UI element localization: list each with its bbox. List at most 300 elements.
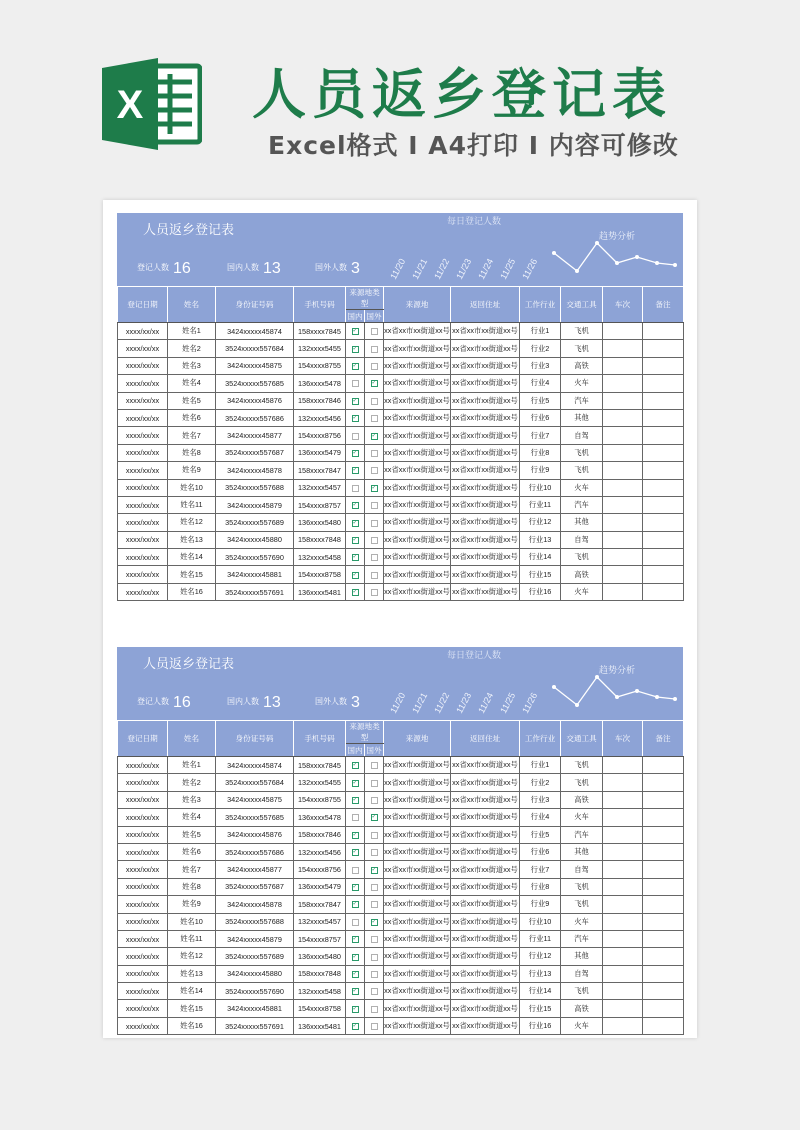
checkbox-icon[interactable] bbox=[371, 572, 378, 579]
checkbox-icon[interactable]: ✓ bbox=[352, 970, 358, 977]
checkbox-icon[interactable] bbox=[371, 467, 378, 474]
cell-id[interactable]: 3424xxxxx45875 bbox=[216, 357, 294, 374]
cell-id[interactable]: 3524xxxxx557686 bbox=[216, 843, 294, 860]
cell-phone[interactable]: 154xxxx8757 bbox=[294, 496, 346, 513]
cell-id[interactable]: 3424xxxxx45876 bbox=[216, 392, 294, 409]
cell-id[interactable]: 3524xxxxx557685 bbox=[216, 375, 294, 392]
cell-remark[interactable] bbox=[643, 479, 684, 496]
cell-id[interactable]: 3424xxxxx45877 bbox=[216, 861, 294, 878]
cell-phone[interactable]: 158xxxx7847 bbox=[294, 896, 346, 913]
cell-source[interactable]: xx省xx市xx街道xx号 bbox=[384, 774, 451, 791]
cell-date[interactable]: xxxx/xx/xx bbox=[118, 392, 168, 409]
cell-phone[interactable]: 136xxxx5478 bbox=[294, 809, 346, 826]
cell-name[interactable]: 姓名15 bbox=[168, 1000, 216, 1017]
cell-id[interactable]: 3524xxxxx557688 bbox=[216, 913, 294, 930]
cell-phone[interactable]: 132xxxx5457 bbox=[294, 479, 346, 496]
cell-phone[interactable]: 154xxxx8755 bbox=[294, 357, 346, 374]
checkbox-icon[interactable]: ✓ bbox=[352, 450, 358, 456]
cell-transport[interactable]: 汽车 bbox=[561, 392, 603, 409]
cell-phone[interactable]: 136xxxx5481 bbox=[294, 583, 346, 600]
checkbox-icon[interactable] bbox=[371, 1023, 378, 1030]
cell-industry[interactable]: 行业2 bbox=[520, 774, 561, 791]
cell-source[interactable]: xx省xx市xx街道xx号 bbox=[384, 861, 451, 878]
cell-source[interactable]: xx省xx市xx街道xx号 bbox=[384, 965, 451, 982]
cell-source[interactable]: xx省xx市xx街道xx号 bbox=[384, 826, 451, 843]
cell-phone[interactable]: 158xxxx7848 bbox=[294, 531, 346, 548]
checkbox-icon[interactable]: ✓ bbox=[352, 901, 358, 908]
cell-trip[interactable] bbox=[603, 479, 643, 496]
cell-source[interactable]: xx省xx市xx街道xx号 bbox=[384, 843, 451, 860]
cell-phone[interactable]: 154xxxx8758 bbox=[294, 566, 346, 583]
cell-date[interactable]: xxxx/xx/xx bbox=[118, 913, 168, 930]
cell-address[interactable]: xx省xx市xx街道xx号 bbox=[451, 323, 520, 340]
cell-date[interactable]: xxxx/xx/xx bbox=[118, 444, 168, 461]
cell-transport[interactable]: 火车 bbox=[561, 375, 603, 392]
cell-industry[interactable]: 行业8 bbox=[520, 444, 561, 461]
cell-industry[interactable]: 行业9 bbox=[520, 462, 561, 479]
cell-name[interactable]: 姓名3 bbox=[168, 791, 216, 808]
checkbox-icon[interactable]: ✓ bbox=[352, 1023, 358, 1030]
cell-transport[interactable]: 其他 bbox=[561, 843, 603, 860]
cell-date[interactable]: xxxx/xx/xx bbox=[118, 549, 168, 566]
cell-transport[interactable]: 高铁 bbox=[561, 1000, 603, 1017]
cell-id[interactable]: 3524xxxxx557687 bbox=[216, 878, 294, 895]
cell-date[interactable]: xxxx/xx/xx bbox=[118, 583, 168, 600]
cell-id[interactable]: 3524xxxxx557689 bbox=[216, 948, 294, 965]
cell-id[interactable]: 3424xxxxx45881 bbox=[216, 566, 294, 583]
cell-remark[interactable] bbox=[643, 409, 684, 426]
checkbox-icon[interactable]: ✓ bbox=[352, 502, 358, 509]
cell-phone[interactable]: 132xxxx5458 bbox=[294, 983, 346, 1000]
cell-name[interactable]: 姓名13 bbox=[168, 531, 216, 548]
cell-name[interactable]: 姓名3 bbox=[168, 357, 216, 374]
checkbox-icon[interactable] bbox=[371, 884, 378, 891]
cell-id[interactable]: 3524xxxxx557685 bbox=[216, 809, 294, 826]
cell-transport[interactable]: 自驾 bbox=[561, 427, 603, 444]
cell-phone[interactable]: 136xxxx5481 bbox=[294, 1017, 346, 1034]
cell-remark[interactable] bbox=[643, 930, 684, 947]
cell-source[interactable]: xx省xx市xx街道xx号 bbox=[384, 514, 451, 531]
cell-address[interactable]: xx省xx市xx街道xx号 bbox=[451, 566, 520, 583]
checkbox-icon[interactable] bbox=[371, 936, 378, 943]
cell-date[interactable]: xxxx/xx/xx bbox=[118, 1000, 168, 1017]
cell-industry[interactable]: 行业13 bbox=[520, 965, 561, 982]
cell-date[interactable]: xxxx/xx/xx bbox=[118, 774, 168, 791]
cell-phone[interactable]: 158xxxx7846 bbox=[294, 826, 346, 843]
cell-date[interactable]: xxxx/xx/xx bbox=[118, 861, 168, 878]
cell-id[interactable]: 3424xxxxx45874 bbox=[216, 757, 294, 774]
cell-transport[interactable]: 飞机 bbox=[561, 462, 603, 479]
checkbox-icon[interactable] bbox=[371, 762, 378, 769]
cell-name[interactable]: 姓名5 bbox=[168, 826, 216, 843]
checkbox-icon[interactable]: ✓ bbox=[352, 467, 358, 474]
cell-industry[interactable]: 行业7 bbox=[520, 427, 561, 444]
cell-phone[interactable]: 136xxxx5478 bbox=[294, 375, 346, 392]
checkbox-icon[interactable]: ✓ bbox=[371, 814, 377, 821]
cell-trip[interactable] bbox=[603, 983, 643, 1000]
cell-trip[interactable] bbox=[603, 930, 643, 947]
checkbox-icon[interactable] bbox=[371, 415, 378, 422]
checkbox-icon[interactable]: ✓ bbox=[371, 918, 377, 925]
checkbox-icon[interactable] bbox=[371, 398, 378, 405]
cell-address[interactable]: xx省xx市xx街道xx号 bbox=[451, 357, 520, 374]
cell-trip[interactable] bbox=[603, 826, 643, 843]
cell-address[interactable]: xx省xx市xx街道xx号 bbox=[451, 340, 520, 357]
cell-source[interactable]: xx省xx市xx街道xx号 bbox=[384, 392, 451, 409]
cell-remark[interactable] bbox=[643, 392, 684, 409]
cell-industry[interactable]: 行业15 bbox=[520, 1000, 561, 1017]
cell-industry[interactable]: 行业4 bbox=[520, 375, 561, 392]
cell-date[interactable]: xxxx/xx/xx bbox=[118, 878, 168, 895]
cell-date[interactable]: xxxx/xx/xx bbox=[118, 566, 168, 583]
cell-source[interactable]: xx省xx市xx街道xx号 bbox=[384, 531, 451, 548]
cell-phone[interactable]: 136xxxx5480 bbox=[294, 514, 346, 531]
cell-name[interactable]: 姓名16 bbox=[168, 1017, 216, 1034]
cell-id[interactable]: 3424xxxxx45874 bbox=[216, 323, 294, 340]
cell-trip[interactable] bbox=[603, 965, 643, 982]
cell-source[interactable]: xx省xx市xx街道xx号 bbox=[384, 791, 451, 808]
cell-trip[interactable] bbox=[603, 583, 643, 600]
cell-transport[interactable]: 飞机 bbox=[561, 896, 603, 913]
cell-id[interactable]: 3524xxxxx557691 bbox=[216, 583, 294, 600]
cell-transport[interactable]: 其他 bbox=[561, 514, 603, 531]
checkbox-icon[interactable] bbox=[371, 363, 378, 370]
cell-address[interactable]: xx省xx市xx街道xx号 bbox=[451, 496, 520, 513]
cell-remark[interactable] bbox=[643, 357, 684, 374]
cell-address[interactable]: xx省xx市xx街道xx号 bbox=[451, 757, 520, 774]
cell-id[interactable]: 3524xxxxx557690 bbox=[216, 983, 294, 1000]
checkbox-icon[interactable]: ✓ bbox=[352, 779, 358, 786]
cell-name[interactable]: 姓名8 bbox=[168, 878, 216, 895]
checkbox-icon[interactable] bbox=[371, 971, 378, 978]
cell-transport[interactable]: 高铁 bbox=[561, 791, 603, 808]
cell-name[interactable]: 姓名2 bbox=[168, 340, 216, 357]
checkbox-icon[interactable]: ✓ bbox=[371, 866, 377, 873]
cell-phone[interactable]: 154xxxx8757 bbox=[294, 930, 346, 947]
cell-source[interactable]: xx省xx市xx街道xx号 bbox=[384, 427, 451, 444]
cell-trip[interactable] bbox=[603, 357, 643, 374]
cell-address[interactable]: xx省xx市xx街道xx号 bbox=[451, 948, 520, 965]
cell-industry[interactable]: 行业9 bbox=[520, 896, 561, 913]
cell-trip[interactable] bbox=[603, 861, 643, 878]
checkbox-icon[interactable] bbox=[371, 502, 378, 509]
cell-address[interactable]: xx省xx市xx街道xx号 bbox=[451, 983, 520, 1000]
checkbox-icon[interactable] bbox=[371, 1006, 378, 1013]
cell-id[interactable]: 3524xxxxx557688 bbox=[216, 479, 294, 496]
cell-trip[interactable] bbox=[603, 392, 643, 409]
cell-source[interactable]: xx省xx市xx街道xx号 bbox=[384, 878, 451, 895]
cell-transport[interactable]: 汽车 bbox=[561, 930, 603, 947]
cell-industry[interactable]: 行业8 bbox=[520, 878, 561, 895]
cell-source[interactable]: xx省xx市xx街道xx号 bbox=[384, 913, 451, 930]
cell-address[interactable]: xx省xx市xx街道xx号 bbox=[451, 913, 520, 930]
cell-name[interactable]: 姓名9 bbox=[168, 896, 216, 913]
cell-date[interactable]: xxxx/xx/xx bbox=[118, 340, 168, 357]
checkbox-icon[interactable] bbox=[371, 589, 378, 596]
cell-transport[interactable]: 飞机 bbox=[561, 878, 603, 895]
cell-name[interactable]: 姓名10 bbox=[168, 479, 216, 496]
cell-transport[interactable]: 汽车 bbox=[561, 826, 603, 843]
cell-transport[interactable]: 自驾 bbox=[561, 531, 603, 548]
checkbox-icon[interactable]: ✓ bbox=[352, 328, 358, 335]
checkbox-icon[interactable]: ✓ bbox=[371, 380, 377, 387]
cell-phone[interactable]: 154xxxx8756 bbox=[294, 427, 346, 444]
cell-date[interactable]: xxxx/xx/xx bbox=[118, 357, 168, 374]
cell-source[interactable]: xx省xx市xx街道xx号 bbox=[384, 566, 451, 583]
cell-remark[interactable] bbox=[643, 514, 684, 531]
cell-phone[interactable]: 136xxxx5479 bbox=[294, 878, 346, 895]
cell-phone[interactable]: 132xxxx5457 bbox=[294, 913, 346, 930]
cell-remark[interactable] bbox=[643, 913, 684, 930]
cell-id[interactable]: 3524xxxxx557690 bbox=[216, 549, 294, 566]
cell-id[interactable]: 3524xxxxx557687 bbox=[216, 444, 294, 461]
cell-address[interactable]: xx省xx市xx街道xx号 bbox=[451, 514, 520, 531]
checkbox-icon[interactable]: ✓ bbox=[352, 363, 358, 370]
cell-trip[interactable] bbox=[603, 774, 643, 791]
cell-id[interactable]: 3424xxxxx45881 bbox=[216, 1000, 294, 1017]
cell-source[interactable]: xx省xx市xx街道xx号 bbox=[384, 1000, 451, 1017]
cell-date[interactable]: xxxx/xx/xx bbox=[118, 983, 168, 1000]
cell-id[interactable]: 3524xxxxx557684 bbox=[216, 340, 294, 357]
cell-name[interactable]: 姓名11 bbox=[168, 930, 216, 947]
cell-date[interactable]: xxxx/xx/xx bbox=[118, 409, 168, 426]
cell-phone[interactable]: 132xxxx5456 bbox=[294, 409, 346, 426]
cell-industry[interactable]: 行业3 bbox=[520, 357, 561, 374]
cell-source[interactable]: xx省xx市xx街道xx号 bbox=[384, 757, 451, 774]
checkbox-icon[interactable]: ✓ bbox=[352, 415, 358, 422]
cell-source[interactable]: xx省xx市xx街道xx号 bbox=[384, 357, 451, 374]
cell-transport[interactable]: 火车 bbox=[561, 913, 603, 930]
checkbox-icon[interactable] bbox=[371, 901, 378, 908]
cell-industry[interactable]: 行业6 bbox=[520, 409, 561, 426]
checkbox-icon[interactable] bbox=[371, 450, 378, 457]
cell-date[interactable]: xxxx/xx/xx bbox=[118, 1017, 168, 1034]
cell-trip[interactable] bbox=[603, 843, 643, 860]
cell-address[interactable]: xx省xx市xx街道xx号 bbox=[451, 427, 520, 444]
cell-source[interactable]: xx省xx市xx街道xx号 bbox=[384, 896, 451, 913]
cell-industry[interactable]: 行业15 bbox=[520, 566, 561, 583]
cell-date[interactable]: xxxx/xx/xx bbox=[118, 930, 168, 947]
cell-remark[interactable] bbox=[643, 791, 684, 808]
cell-transport[interactable]: 火车 bbox=[561, 583, 603, 600]
cell-date[interactable]: xxxx/xx/xx bbox=[118, 896, 168, 913]
checkbox-icon[interactable] bbox=[371, 328, 378, 335]
cell-source[interactable]: xx省xx市xx街道xx号 bbox=[384, 340, 451, 357]
cell-source[interactable]: xx省xx市xx街道xx号 bbox=[384, 930, 451, 947]
cell-address[interactable]: xx省xx市xx街道xx号 bbox=[451, 774, 520, 791]
cell-name[interactable]: 姓名1 bbox=[168, 323, 216, 340]
cell-trip[interactable] bbox=[603, 913, 643, 930]
cell-trip[interactable] bbox=[603, 566, 643, 583]
checkbox-icon[interactable] bbox=[371, 520, 378, 527]
cell-remark[interactable] bbox=[643, 531, 684, 548]
checkbox-icon[interactable] bbox=[371, 346, 378, 353]
cell-industry[interactable]: 行业10 bbox=[520, 479, 561, 496]
checkbox-icon[interactable]: ✓ bbox=[352, 849, 358, 856]
cell-remark[interactable] bbox=[643, 375, 684, 392]
cell-remark[interactable] bbox=[643, 427, 684, 444]
cell-trip[interactable] bbox=[603, 549, 643, 566]
checkbox-icon[interactable]: ✓ bbox=[352, 345, 358, 352]
cell-trip[interactable] bbox=[603, 791, 643, 808]
checkbox-icon[interactable] bbox=[371, 554, 378, 561]
cell-transport[interactable]: 飞机 bbox=[561, 323, 603, 340]
checkbox-icon[interactable]: ✓ bbox=[352, 536, 358, 543]
checkbox-icon[interactable] bbox=[371, 797, 378, 804]
checkbox-icon[interactable] bbox=[352, 485, 359, 492]
cell-source[interactable]: xx省xx市xx街道xx号 bbox=[384, 948, 451, 965]
cell-address[interactable]: xx省xx市xx街道xx号 bbox=[451, 826, 520, 843]
cell-remark[interactable] bbox=[643, 948, 684, 965]
cell-trip[interactable] bbox=[603, 427, 643, 444]
cell-source[interactable]: xx省xx市xx街道xx号 bbox=[384, 983, 451, 1000]
cell-name[interactable]: 姓名7 bbox=[168, 427, 216, 444]
cell-remark[interactable] bbox=[643, 826, 684, 843]
cell-transport[interactable]: 自驾 bbox=[561, 965, 603, 982]
cell-remark[interactable] bbox=[643, 444, 684, 461]
cell-address[interactable]: xx省xx市xx街道xx号 bbox=[451, 479, 520, 496]
cell-source[interactable]: xx省xx市xx街道xx号 bbox=[384, 375, 451, 392]
cell-name[interactable]: 姓名13 bbox=[168, 965, 216, 982]
cell-remark[interactable] bbox=[643, 809, 684, 826]
cell-transport[interactable]: 火车 bbox=[561, 809, 603, 826]
cell-date[interactable]: xxxx/xx/xx bbox=[118, 826, 168, 843]
checkbox-icon[interactable]: ✓ bbox=[352, 988, 358, 995]
cell-transport[interactable]: 其他 bbox=[561, 409, 603, 426]
cell-industry[interactable]: 行业5 bbox=[520, 826, 561, 843]
checkbox-icon[interactable] bbox=[371, 849, 378, 856]
cell-remark[interactable] bbox=[643, 549, 684, 566]
cell-remark[interactable] bbox=[643, 843, 684, 860]
checkbox-icon[interactable]: ✓ bbox=[352, 953, 358, 960]
cell-date[interactable]: xxxx/xx/xx bbox=[118, 427, 168, 444]
cell-phone[interactable]: 136xxxx5479 bbox=[294, 444, 346, 461]
cell-address[interactable]: xx省xx市xx街道xx号 bbox=[451, 809, 520, 826]
checkbox-icon[interactable]: ✓ bbox=[352, 571, 358, 578]
cell-trip[interactable] bbox=[603, 1000, 643, 1017]
cell-id[interactable]: 3524xxxxx557686 bbox=[216, 409, 294, 426]
cell-address[interactable]: xx省xx市xx街道xx号 bbox=[451, 896, 520, 913]
checkbox-icon[interactable]: ✓ bbox=[352, 831, 358, 838]
cell-trip[interactable] bbox=[603, 896, 643, 913]
cell-industry[interactable]: 行业16 bbox=[520, 583, 561, 600]
cell-date[interactable]: xxxx/xx/xx bbox=[118, 323, 168, 340]
checkbox-icon[interactable] bbox=[352, 380, 359, 387]
cell-name[interactable]: 姓名14 bbox=[168, 549, 216, 566]
cell-phone[interactable]: 154xxxx8758 bbox=[294, 1000, 346, 1017]
cell-phone[interactable]: 154xxxx8755 bbox=[294, 791, 346, 808]
cell-date[interactable]: xxxx/xx/xx bbox=[118, 965, 168, 982]
cell-phone[interactable]: 158xxxx7845 bbox=[294, 757, 346, 774]
cell-address[interactable]: xx省xx市xx街道xx号 bbox=[451, 1017, 520, 1034]
cell-transport[interactable]: 飞机 bbox=[561, 774, 603, 791]
cell-address[interactable]: xx省xx市xx街道xx号 bbox=[451, 861, 520, 878]
cell-name[interactable]: 姓名11 bbox=[168, 496, 216, 513]
cell-remark[interactable] bbox=[643, 965, 684, 982]
checkbox-icon[interactable] bbox=[371, 954, 378, 961]
cell-id[interactable]: 3524xxxxx557684 bbox=[216, 774, 294, 791]
checkbox-icon[interactable]: ✓ bbox=[352, 797, 358, 804]
cell-transport[interactable]: 高铁 bbox=[561, 566, 603, 583]
cell-address[interactable]: xx省xx市xx街道xx号 bbox=[451, 531, 520, 548]
cell-date[interactable]: xxxx/xx/xx bbox=[118, 531, 168, 548]
cell-name[interactable]: 姓名6 bbox=[168, 843, 216, 860]
cell-name[interactable]: 姓名1 bbox=[168, 757, 216, 774]
cell-address[interactable]: xx省xx市xx街道xx号 bbox=[451, 791, 520, 808]
checkbox-icon[interactable] bbox=[371, 780, 378, 787]
cell-trip[interactable] bbox=[603, 757, 643, 774]
cell-transport[interactable]: 火车 bbox=[561, 479, 603, 496]
cell-date[interactable]: xxxx/xx/xx bbox=[118, 514, 168, 531]
cell-remark[interactable] bbox=[643, 861, 684, 878]
cell-industry[interactable]: 行业6 bbox=[520, 843, 561, 860]
cell-address[interactable]: xx省xx市xx街道xx号 bbox=[451, 444, 520, 461]
checkbox-icon[interactable] bbox=[371, 988, 378, 995]
cell-date[interactable]: xxxx/xx/xx bbox=[118, 375, 168, 392]
cell-name[interactable]: 姓名9 bbox=[168, 462, 216, 479]
cell-address[interactable]: xx省xx市xx街道xx号 bbox=[451, 549, 520, 566]
cell-remark[interactable] bbox=[643, 566, 684, 583]
cell-phone[interactable]: 158xxxx7846 bbox=[294, 392, 346, 409]
cell-source[interactable]: xx省xx市xx街道xx号 bbox=[384, 809, 451, 826]
cell-industry[interactable]: 行业1 bbox=[520, 757, 561, 774]
cell-transport[interactable]: 高铁 bbox=[561, 357, 603, 374]
checkbox-icon[interactable]: ✓ bbox=[352, 1005, 358, 1012]
cell-transport[interactable]: 飞机 bbox=[561, 983, 603, 1000]
cell-industry[interactable]: 行业4 bbox=[520, 809, 561, 826]
checkbox-icon[interactable] bbox=[352, 433, 359, 440]
cell-name[interactable]: 姓名16 bbox=[168, 583, 216, 600]
cell-source[interactable]: xx省xx市xx街道xx号 bbox=[384, 479, 451, 496]
cell-trip[interactable] bbox=[603, 340, 643, 357]
cell-remark[interactable] bbox=[643, 583, 684, 600]
cell-source[interactable]: xx省xx市xx街道xx号 bbox=[384, 462, 451, 479]
cell-phone[interactable]: 136xxxx5480 bbox=[294, 948, 346, 965]
cell-phone[interactable]: 154xxxx8756 bbox=[294, 861, 346, 878]
checkbox-icon[interactable]: ✓ bbox=[352, 884, 358, 890]
cell-name[interactable]: 姓名12 bbox=[168, 948, 216, 965]
checkbox-icon[interactable] bbox=[352, 867, 359, 874]
cell-id[interactable]: 3424xxxxx45878 bbox=[216, 462, 294, 479]
cell-id[interactable]: 3424xxxxx45879 bbox=[216, 496, 294, 513]
checkbox-icon[interactable] bbox=[371, 832, 378, 839]
cell-source[interactable]: xx省xx市xx街道xx号 bbox=[384, 323, 451, 340]
cell-trip[interactable] bbox=[603, 462, 643, 479]
cell-address[interactable]: xx省xx市xx街道xx号 bbox=[451, 409, 520, 426]
cell-trip[interactable] bbox=[603, 531, 643, 548]
cell-industry[interactable]: 行业3 bbox=[520, 791, 561, 808]
cell-remark[interactable] bbox=[643, 323, 684, 340]
cell-id[interactable]: 3424xxxxx45879 bbox=[216, 930, 294, 947]
cell-date[interactable]: xxxx/xx/xx bbox=[118, 462, 168, 479]
cell-name[interactable]: 姓名4 bbox=[168, 809, 216, 826]
cell-phone[interactable]: 132xxxx5455 bbox=[294, 774, 346, 791]
cell-id[interactable]: 3424xxxxx45880 bbox=[216, 965, 294, 982]
checkbox-icon[interactable]: ✓ bbox=[352, 762, 358, 769]
cell-phone[interactable]: 132xxxx5456 bbox=[294, 843, 346, 860]
cell-phone[interactable]: 132xxxx5458 bbox=[294, 549, 346, 566]
cell-id[interactable]: 3424xxxxx45875 bbox=[216, 791, 294, 808]
cell-address[interactable]: xx省xx市xx街道xx号 bbox=[451, 930, 520, 947]
cell-date[interactable]: xxxx/xx/xx bbox=[118, 479, 168, 496]
cell-name[interactable]: 姓名8 bbox=[168, 444, 216, 461]
cell-source[interactable]: xx省xx市xx街道xx号 bbox=[384, 496, 451, 513]
cell-industry[interactable]: 行业12 bbox=[520, 948, 561, 965]
cell-date[interactable]: xxxx/xx/xx bbox=[118, 791, 168, 808]
cell-name[interactable]: 姓名6 bbox=[168, 409, 216, 426]
cell-remark[interactable] bbox=[643, 757, 684, 774]
checkbox-icon[interactable]: ✓ bbox=[352, 519, 358, 526]
